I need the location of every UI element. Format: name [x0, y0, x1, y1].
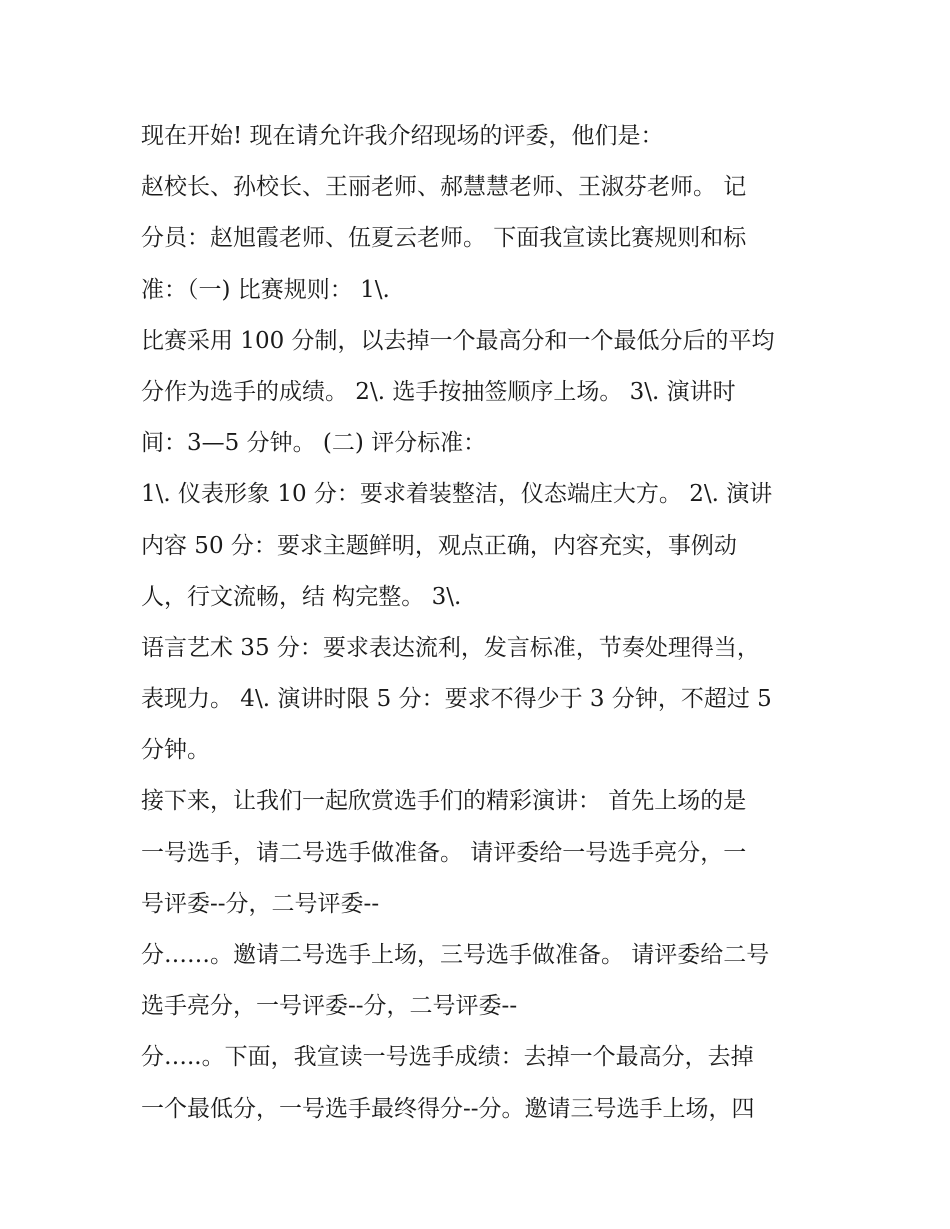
text-line: 一号选手，请二号选手做准备。 请评委给一号选手亮分，一 — [141, 839, 747, 866]
text-line: 比赛采用 100 分制，以去掉一个最高分和一个最低分后的平均 — [141, 327, 775, 354]
text-line: 分员：赵旭霞老师、伍夏云老师。 下面我宣读比赛规则和标 — [141, 225, 747, 252]
text-line: 内容 50 分：要求主题鲜明，观点正确，内容充实，事例动 — [141, 532, 737, 559]
document-body — [141, 111, 821, 1135]
text-line: 表现力。 4\. 演讲时限 5 分：要求不得少于 3 分钟，不超过 5 — [141, 686, 772, 713]
text-line: 分…..。下面，我宣读一号选手成绩：去掉一个最高分，去掉 — [141, 1044, 754, 1071]
text-line: 分作为选手的成绩。 2\. 选手按抽签顺序上场。 3\. 演讲时 — [141, 378, 736, 405]
text-line: 选手亮分，一号评委--分，二号评委-- — [141, 993, 518, 1020]
text-line: 分……。邀请二号选手上场，三号选手做准备。 请评委给二号 — [141, 942, 770, 968]
text-line: 1\. 仪表形象 10 分：要求着装整洁，仪态端庄大方。 2\. 演讲 — [141, 481, 773, 508]
text-line: 一个最低分，一号选手最终得分--分。邀请三号选手上场，四 — [141, 1095, 755, 1122]
text-line: 接下来，让我们一起欣赏选手们的精彩演讲： 首先上场的是 — [141, 788, 747, 815]
text-line: 号评委--分，二号评委-- — [141, 890, 380, 917]
text-line: 间：3—5 分钟。 (二) 评分标准： — [141, 430, 487, 457]
text-line: 分钟。 — [141, 737, 210, 764]
text-line: 赵校长、孙校长、王丽老师、郝慧慧老师、王淑芬老师。 记 — [141, 174, 747, 201]
text-line: 现在开始! 现在请允许我介绍现场的评委，他们是： — [141, 123, 664, 149]
text-line: 语言艺术 35 分：要求表达流利，发言标准，节奏处理得当， — [141, 634, 760, 661]
text-line: 准：（一) 比赛规则： 1\. — [141, 276, 390, 303]
text-line: 人，行文流畅，结 构完整。 3\. — [141, 583, 462, 610]
